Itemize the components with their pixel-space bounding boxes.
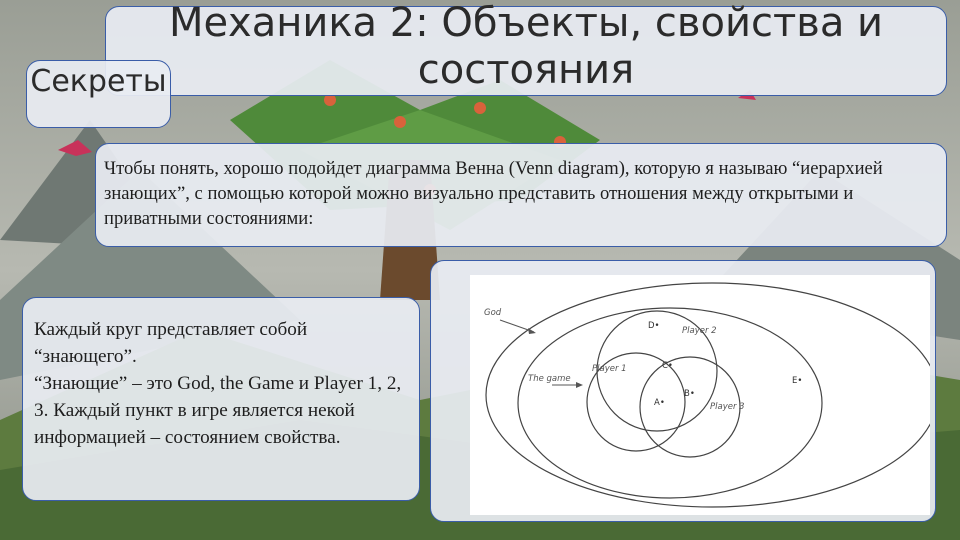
slide-title: Механика 2: Объекты, свойства и состояния bbox=[168, 0, 884, 93]
god-circle bbox=[486, 283, 930, 507]
player2-label: Player 2 bbox=[682, 326, 717, 336]
point-e: E• bbox=[792, 376, 803, 386]
player1-label: Player 1 bbox=[592, 364, 627, 374]
god-arrow-head bbox=[528, 328, 536, 334]
point-c: C• bbox=[662, 361, 673, 371]
game-circle bbox=[518, 308, 822, 498]
section-label: Секреты bbox=[30, 64, 167, 99]
game-label: The game bbox=[528, 374, 571, 384]
game-arrow-head bbox=[576, 382, 583, 388]
god-label: God bbox=[484, 308, 502, 318]
intro-text: Чтобы понять, хорошо подойдет диаграмма Венна (Venn diagram), которую я называю “иерархией знающих”, с помощью которой можно визуально представить отношения между открытыми и приватными состояниями: bbox=[104, 158, 883, 229]
description-text: Каждый круг представляет собой “знающего”. “Знающие” – это God, the Game и Player 1, 2, 3. Каждый пункт в игре является некой информацией – состоянием свойства. bbox=[34, 319, 402, 448]
player3-label: Player 3 bbox=[710, 402, 745, 412]
point-b: B• bbox=[684, 389, 695, 399]
venn-diagram bbox=[470, 275, 930, 515]
point-a: A• bbox=[654, 398, 665, 408]
point-d: D• bbox=[648, 321, 660, 331]
